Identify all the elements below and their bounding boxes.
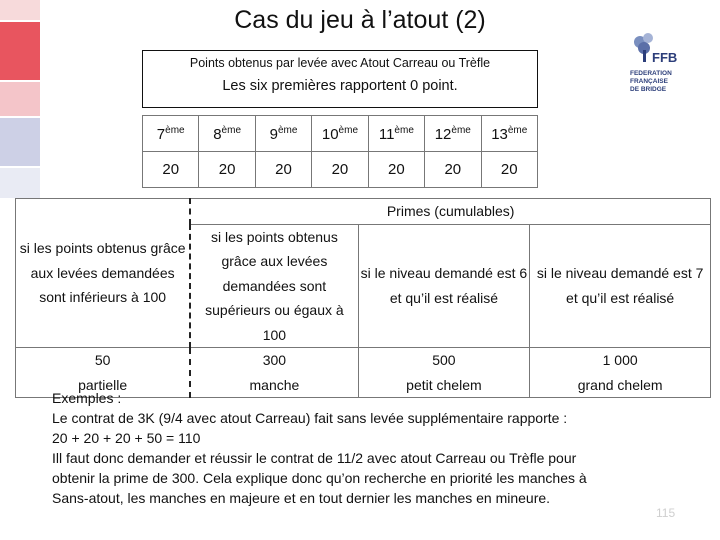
info-line-1-prefix: Points obtenus par levée avec Atout bbox=[189, 56, 393, 70]
primes-table bbox=[15, 198, 711, 398]
decor-block-3 bbox=[0, 82, 40, 116]
prime-cell-petit-chelem: 500 petit chelem bbox=[358, 348, 530, 398]
trick-rank: 8ème bbox=[199, 116, 255, 152]
examples-line-1: Le contrat de 3K (9/4 avec atout Carreau) fait sans levée supplémentaire rapporte : bbox=[52, 410, 568, 426]
prime-cell-manche: 300 manche bbox=[190, 348, 358, 398]
examples-heading: Exemples : bbox=[52, 390, 122, 406]
examples-line-4: obtenir la prime de 300. Cela explique donc qu’on recherche en priorité les manches à bbox=[52, 470, 587, 486]
info-line-1 bbox=[143, 56, 537, 70]
trick-points: 20 bbox=[368, 152, 424, 188]
slide-title: Cas du jeu à l’atout (2) bbox=[234, 6, 486, 34]
primes-col4-condition: si le niveau demandé est 7 et qu’il est réalisé bbox=[530, 224, 711, 348]
trick-rank: 7ème bbox=[143, 116, 199, 152]
examples-line-5: Sans-atout, les manches en majeure et en tout dernier les manches en mineure. bbox=[52, 490, 551, 506]
trick-rank: 12ème bbox=[425, 116, 481, 152]
tricks-points-row bbox=[143, 152, 538, 188]
trick-points: 20 bbox=[481, 152, 537, 188]
decor-block-4 bbox=[0, 118, 40, 166]
trick-rank: 10ème bbox=[312, 116, 368, 152]
trick-rank: 13ème bbox=[481, 116, 537, 152]
prime-cell-partielle: 50 partielle bbox=[16, 348, 191, 398]
info-line-2: Les six premières rapportent 0 point. bbox=[222, 78, 458, 94]
primes-header: Primes (cumulables) bbox=[190, 199, 710, 225]
decor-block-1 bbox=[0, 0, 40, 20]
info-box bbox=[142, 50, 538, 108]
primes-header-row bbox=[16, 199, 711, 225]
primes-col1-condition: si les points obtenus grâce aux levées demandées sont inférieurs à 100 bbox=[16, 199, 191, 348]
trick-rank: 11ème bbox=[368, 116, 424, 152]
tricks-table bbox=[142, 115, 538, 188]
primes-col3-condition: si le niveau demandé est 6 et qu’il est réalisé bbox=[358, 224, 530, 348]
examples-line-2: 20 + 20 + 20 + 50 = 110 bbox=[52, 430, 201, 446]
prime-cell-grand-chelem: 1 000 grand chelem bbox=[530, 348, 711, 398]
decor-block-5 bbox=[0, 168, 40, 198]
logo-line-3: DE BRIDGE bbox=[630, 86, 667, 93]
logo-abbr: FFB bbox=[652, 50, 678, 65]
trick-points: 20 bbox=[312, 152, 368, 188]
info-line-1-highlight: Carreau ou Trèfle bbox=[392, 56, 491, 70]
trick-points: 20 bbox=[143, 152, 199, 188]
tricks-rank-row bbox=[143, 116, 538, 152]
trick-rank: 9ème bbox=[255, 116, 311, 152]
decor-block-2 bbox=[0, 22, 40, 80]
logo-line-2: FRANÇAISE bbox=[630, 78, 668, 85]
examples-line-3: Ill faut donc demander et réussir le contrat de 11/2 avec atout Carreau ou Trèfle pour bbox=[52, 450, 577, 466]
logo-line-1: FEDERATION bbox=[630, 70, 672, 77]
page-number: 115 bbox=[656, 506, 676, 520]
logo-text bbox=[630, 70, 680, 94]
primes-col2-condition: si les points obtenus grâce aux levées demandées sont supérieurs ou égaux à 100 bbox=[190, 224, 358, 348]
trick-points: 20 bbox=[199, 152, 255, 188]
examples-block bbox=[52, 388, 712, 508]
trick-points: 20 bbox=[425, 152, 481, 188]
trick-points: 20 bbox=[255, 152, 311, 188]
